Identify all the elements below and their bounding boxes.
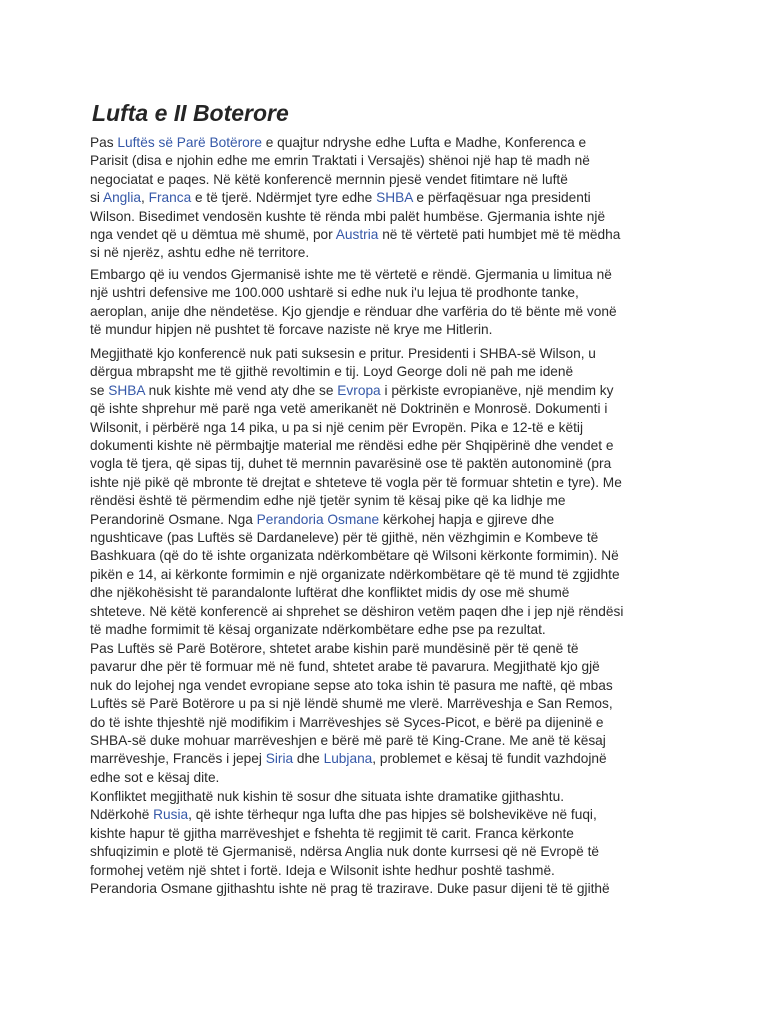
text-run: nuk kishte më vend aty dhe se bbox=[144, 382, 338, 398]
text-run: Pas bbox=[90, 135, 118, 150]
text-line bbox=[90, 584, 569, 602]
page-title: Lufta e II Boterore bbox=[92, 100, 289, 126]
wiki-link[interactable]: Siria bbox=[265, 751, 294, 767]
text-line bbox=[90, 363, 573, 381]
text-line bbox=[90, 189, 591, 207]
wiki-link[interactable]: SHBA bbox=[108, 382, 145, 398]
text-run: i përkiste evropianëve, një mendim ky bbox=[380, 382, 614, 398]
text-run: dërgua mbrapsht me të gjithë revoltimin e tij. Loyd George doli në pah me idenë bbox=[90, 364, 574, 380]
text-line bbox=[90, 284, 579, 302]
text-run: në të vërtetë pati humbjet më të mëdha bbox=[378, 227, 621, 242]
text-run: ngushticave (pas Luftës së Dardaneleve) për të gjithë, nën vëzhgimin e Kombeve të bbox=[90, 530, 599, 545]
text-run: Wilsonit, i përbërë nga 14 pika, u pa si një cenim për Evropën. Pika e 12-të e këtij bbox=[90, 419, 584, 435]
wiki-link[interactable]: SHBA bbox=[376, 190, 413, 206]
text-line bbox=[90, 303, 617, 321]
text-line bbox=[90, 208, 605, 226]
text-line bbox=[90, 419, 583, 437]
text-run: shteteve. Në këtë konferencë ai shprehet se dëshiron vetëm paqen dhe i jep një rëndësi bbox=[90, 603, 624, 619]
text-run: marrëveshje, Francës i jepej bbox=[90, 751, 266, 767]
text-run: dokumenti kishte në përmbajtje material me rëndësi edhe për Shqipërinë dhe vendet e bbox=[90, 438, 614, 453]
text-run: Embargo që iu vendos Gjermanisë ishte me të vërtetë e rëndë. Gjermania u limitua në bbox=[90, 267, 612, 282]
text-run: edhe sot e kësaj dite. bbox=[90, 769, 220, 785]
text-line bbox=[90, 529, 598, 547]
wiki-link[interactable]: Anglia bbox=[102, 190, 141, 206]
text-run: e të tjerë. Ndërmjet tyre edhe bbox=[191, 190, 377, 206]
text-run: se bbox=[90, 382, 109, 398]
text-run: një ushtri defensive me 100.000 ushtarë si edhe nuk i'u lejua të prodhonte tanke, bbox=[90, 285, 579, 301]
text-line bbox=[90, 134, 586, 152]
text-run: , bbox=[141, 190, 149, 206]
text-line bbox=[90, 266, 612, 284]
text-run: rëndësi është të përmendim edhe një tjetër synim të kësaj pike që ka lidhje me bbox=[90, 493, 566, 509]
text-run: si në njerëz, ashtu edhe në territore. bbox=[90, 245, 310, 261]
text-run: SHBA-së duke mohuar marrëveshjen e bërë më parë të King-Crane. Me anë të kësaj bbox=[90, 733, 606, 748]
text-run: Konfliktet megjithatë nuk kishin të sosur dhe situata ishte dramatike gjithashtu. bbox=[90, 789, 564, 804]
text-line bbox=[90, 658, 600, 676]
text-run: Perandorinë Osmane. Nga bbox=[90, 511, 257, 527]
text-line bbox=[90, 437, 613, 455]
text-line bbox=[90, 244, 309, 262]
text-run: dhe njëkohësisht të parandalonte luftërat dhe konfliktet midis dy ose më shumë bbox=[90, 585, 570, 601]
text-run: Luftës së Parë Botërore u pa si një lëndë shumë me vlerë. Marrëveshja e San Remos, bbox=[90, 696, 613, 712]
text-run: si bbox=[90, 190, 103, 206]
text-line bbox=[90, 603, 623, 621]
text-line bbox=[90, 321, 492, 339]
text-run: e quajtur ndryshe edhe Lufta e Madhe, Konferenca e bbox=[261, 135, 587, 150]
text-line bbox=[90, 400, 607, 418]
text-run: Ndërkohë bbox=[90, 807, 154, 823]
text-line bbox=[90, 492, 566, 510]
text-run: Bashkuara (që do të ishte organizata ndërkombëtare që Wilsoni kërkonte formimin). Në bbox=[90, 548, 619, 564]
text-line bbox=[90, 750, 607, 768]
wiki-link[interactable]: Franca bbox=[148, 190, 192, 206]
text-run: aeroplan, anije dhe nëndetëse. Kjo gjendje e rënduar dhe varfëria do të bënte më vonë bbox=[90, 303, 617, 319]
text-run: formohej vetëm një shtet i fortë. Ideja e Wilsonit ishte hedhur poshtë tashmë. bbox=[90, 862, 555, 878]
text-line bbox=[90, 769, 219, 787]
text-run: vogla të tjera, që sipas tij, duhet të mernnin pavarësinë ose të paktën autonominë (pra bbox=[90, 456, 612, 472]
text-run: kërkohej hapja e gjireve dhe bbox=[379, 511, 555, 527]
text-run: do të ishte thjeshtë një modifikim i Marrëveshjes së Syces-Picot, e bërë pa dijeninë e bbox=[90, 714, 604, 730]
text-line bbox=[90, 345, 596, 363]
text-line bbox=[90, 171, 568, 189]
text-run: nuk do lejohej nga vendet evropiane sepse ato toka ishin të pasura me naftë, që mbas bbox=[90, 677, 613, 693]
text-line bbox=[90, 677, 613, 695]
text-line bbox=[90, 226, 620, 244]
text-run: ishte një pikë që mbronte të drejtat e shteteve të vogla për të formuar shtetin e tyre). Me bbox=[90, 474, 622, 490]
text-line bbox=[90, 621, 546, 639]
wiki-link[interactable]: Rusia bbox=[153, 807, 189, 823]
text-run: kishte hapur të gjitha marrëveshjet e fshehta të regjimit të carit. Franca kërkonte bbox=[90, 825, 574, 841]
text-run: që ishte shprehur më parë nga vetë amerikanët në Doktrinën e Monrosë. Dokumenti i bbox=[90, 401, 608, 417]
text-line bbox=[90, 566, 620, 584]
text-line bbox=[90, 880, 610, 898]
text-line bbox=[90, 788, 564, 806]
text-run: dhe bbox=[293, 751, 324, 767]
wiki-link[interactable]: Evropa bbox=[337, 382, 381, 398]
text-line bbox=[90, 547, 619, 565]
text-line bbox=[90, 455, 611, 473]
text-run: pavarur dhe për të formuar më në fund, shtetet arabe të pavarura. Megjithatë kjo gjë bbox=[90, 659, 600, 675]
wiki-link[interactable]: Austria bbox=[335, 227, 379, 242]
text-line bbox=[90, 511, 554, 529]
text-run: Parisit (disa e njohin edhe me emrin Traktati i Versajës) shënoi një hap të madh në bbox=[90, 153, 590, 169]
text-run: pikën e 14, ai kërkonte formimin e një organizate ndërkombëtare që të mund të zgjidhte bbox=[90, 566, 620, 582]
text-run: të madhe formimit të kësaj organizate ndërkombëtare edhe pse pa rezultat. bbox=[90, 622, 546, 637]
wiki-link[interactable]: Perandoria Osmane bbox=[256, 511, 380, 527]
text-run: , që ishte tërhequr nga lufta dhe pas hipjes së bolshevikëve në fuqi, bbox=[188, 807, 597, 823]
text-line bbox=[90, 382, 613, 400]
text-run: Pas Luftës së Parë Botërore, shtetet arabe kishin parë mundësinë për të qenë të bbox=[90, 641, 579, 656]
text-run: , problemet e kësaj të fundit vazhdojnë bbox=[372, 751, 607, 767]
text-line bbox=[90, 695, 613, 713]
text-line bbox=[90, 714, 604, 732]
text-line bbox=[90, 862, 555, 880]
text-run: Wilson. Bisedimet vendosën kushte të rënda mbi palët humbëse. Gjermania ishte një bbox=[90, 208, 606, 224]
wiki-link[interactable]: Luftës së Parë Botërore bbox=[117, 135, 262, 150]
text-run: nga vendet që u dëmtua më shumë, por bbox=[90, 227, 336, 242]
text-line bbox=[90, 640, 579, 658]
text-line bbox=[90, 474, 622, 492]
text-line bbox=[90, 732, 606, 750]
wiki-link[interactable]: Lubjana bbox=[323, 751, 373, 767]
text-run: shfuqizimin e plotë të Gjermanisë, ndërsa Anglia nuk donte kurrsesi që në Evropë të bbox=[90, 844, 600, 860]
text-line bbox=[90, 806, 597, 824]
text-line bbox=[90, 843, 599, 861]
text-run: Megjithatë kjo konferencë nuk pati suksesin e pritur. Presidenti i SHBA-së Wilson, u bbox=[90, 346, 596, 361]
text-run: negociatat e paqes. Në këtë konferencë mernnin pjesë vendet fitimtare në luftë bbox=[90, 171, 568, 187]
text-line bbox=[90, 825, 574, 843]
text-line bbox=[90, 152, 590, 170]
text-run: e përfaqësuar nga presidenti bbox=[412, 190, 591, 206]
text-run: Perandoria Osmane gjithashtu ishte në prag të trazirave. Duke pasur dijeni të të gjithë bbox=[90, 881, 610, 896]
text-run: të mundur hipjen në pushtet të forcave naziste në krye me Hitlerin. bbox=[90, 322, 493, 338]
